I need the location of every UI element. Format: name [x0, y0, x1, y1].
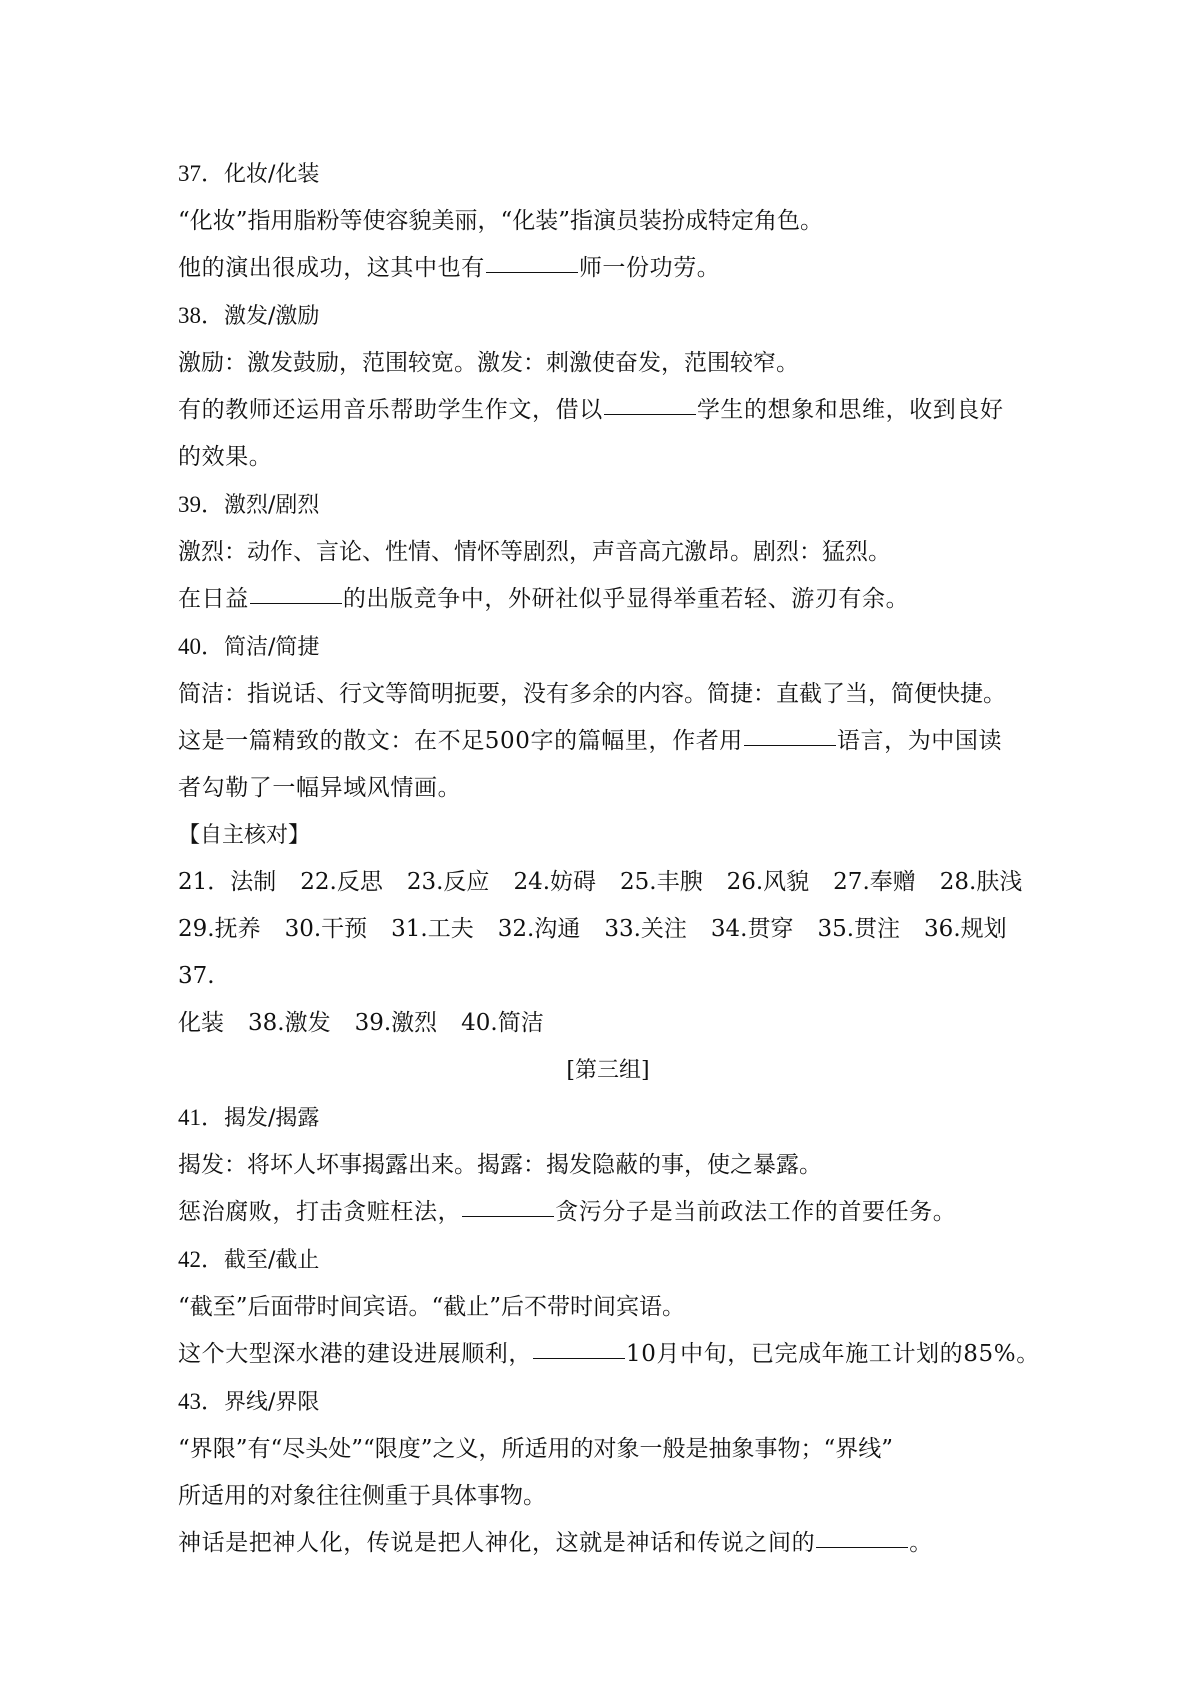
fill-blank: [462, 1215, 554, 1217]
example-sentence-cont: 的效果。: [178, 444, 273, 470]
answer-row: [178, 1000, 1038, 1047]
sentence-text: 语言，为中国读: [836, 728, 1003, 754]
answer-list: [178, 859, 1038, 1047]
item-number: 39．: [178, 492, 224, 517]
item-heading: [178, 150, 1038, 198]
answer-item: 36.规划: [924, 916, 1007, 942]
sentence-text: 神话是把神人化，传说是把人神化，这就是神话和传说之间的: [178, 1530, 816, 1556]
item-number: 43．: [178, 1389, 224, 1414]
example-sentence: [178, 1520, 1038, 1567]
example-sentence: [178, 576, 1038, 623]
item-explanation: 揭发：将坏人坏事揭露出来。揭露：揭发隐蔽的事，使之暴露。: [178, 1152, 822, 1178]
answer-item: 21．法制: [178, 869, 277, 895]
item-explanation: 激励：激发鼓励，范围较宽。激发：刺激使奋发，范围较窄。: [178, 350, 799, 376]
example-sentence: [178, 718, 1038, 765]
example-sentence: [178, 245, 1038, 292]
sentence-text: 惩治腐败，打击贪赃枉法，: [178, 1199, 462, 1225]
fill-blank: [744, 744, 836, 746]
answer-item: 26.风貌: [726, 869, 810, 895]
item-number: 38．: [178, 303, 224, 328]
item-explanation: 简洁：指说话、行文等简明扼要，没有多余的内容。简捷：直截了当，简便快捷。: [178, 681, 1006, 707]
item-heading: [178, 481, 1038, 529]
item-heading: [178, 1094, 1038, 1142]
answer-item: 化装: [178, 1010, 224, 1036]
item-heading: [178, 1236, 1038, 1284]
example-sentence: [178, 387, 1038, 434]
answer-item: 28.肤浅: [939, 869, 1023, 895]
sentence-text: 贪污分子是当前政法工作的首要任务。: [555, 1199, 957, 1225]
item-explanation: 激烈：动作、言论、性情、情怀等剧烈，声音高亢激昂。剧烈：猛烈。: [178, 539, 891, 565]
fill-blank: [486, 271, 578, 273]
item-title: 激烈/剧烈: [224, 493, 320, 518]
sentence-text: 这是一篇精致的散文：在不足500字的篇幅里，作者用: [178, 728, 743, 754]
answer-row: [178, 859, 1038, 906]
item-heading: [178, 292, 1038, 340]
item-heading: [178, 1378, 1038, 1426]
answer-item: 40.简洁: [461, 1010, 544, 1036]
item-title: 截至/截止: [224, 1248, 320, 1273]
item-number: 42．: [178, 1247, 224, 1272]
fill-blank: [816, 1546, 908, 1548]
sentence-text: 有的教师还运用音乐帮助学生作文，借以: [178, 397, 603, 423]
answer-item: 27.奉赠: [833, 869, 916, 895]
item-number: 40．: [178, 634, 224, 659]
fill-blank: [604, 413, 696, 415]
answer-item: 25.丰腴: [620, 869, 703, 895]
item-title: 界线/界限: [224, 1390, 320, 1415]
answer-item: 23.反应: [406, 869, 490, 895]
answer-item: 34.贯穿: [710, 916, 794, 942]
group-title: [第三组]: [566, 1058, 650, 1083]
answer-item: 24.妨碍: [513, 869, 597, 895]
item-number: 41．: [178, 1105, 224, 1130]
fill-blank: [250, 602, 342, 604]
answer-item: 35.贯注: [817, 916, 901, 942]
item-title: 激发/激励: [224, 304, 320, 329]
answer-row: [178, 906, 1038, 1000]
check-title: 【自主核对】: [178, 823, 311, 848]
answer-item: 22.反思: [300, 869, 383, 895]
sentence-text: 。: [909, 1530, 933, 1556]
answer-item: 29.抚养: [178, 916, 261, 942]
item-title: 化妆/化装: [224, 162, 320, 187]
answer-item: 33.关注: [604, 916, 687, 942]
answer-item: 30.干预: [284, 916, 368, 942]
sentence-text: 的出版竞争中，外研社似乎显得举重若轻、游刃有余。: [342, 586, 910, 612]
sentence-text: 师一份功劳。: [578, 255, 721, 281]
example-sentence-cont: 者勾勒了一幅异域风情画。: [178, 775, 462, 801]
answer-item: 38.激发: [248, 1010, 331, 1036]
answer-item: 37.: [178, 963, 215, 989]
item-explanation: “化妆”指用脂粉等使容貌美丽，“化装”指演员装扮成特定角色。: [178, 208, 824, 234]
sentence-text: 学生的想象和思维，收到良好: [696, 397, 1004, 423]
item-number: 37．: [178, 161, 224, 186]
item-explanation: “截至”后面带时间宾语。“截止”后不带时间宾语。: [178, 1294, 686, 1320]
answer-item: 31.工夫: [391, 916, 474, 942]
answer-item: 39.激烈: [354, 1010, 438, 1036]
sentence-text: 他的演出很成功，这其中也有: [178, 255, 485, 281]
fill-blank: [533, 1357, 625, 1359]
example-sentence: [178, 1189, 1038, 1236]
item-heading: [178, 623, 1038, 671]
item-explanation: “界限”有“尽头处”“限度”之义，所适用的对象一般是抽象事物；“界线”: [178, 1436, 894, 1462]
example-sentence: [178, 1331, 1038, 1378]
item-title: 简洁/简捷: [224, 635, 320, 660]
sentence-text: 10月中旬，已完成年施工计划的85%。: [626, 1341, 1040, 1367]
document-page: [178, 150, 1038, 1567]
item-explanation-cont: 所适用的对象往往侧重于具体事物。: [178, 1483, 546, 1509]
answer-item: 32.沟通: [497, 916, 581, 942]
item-title: 揭发/揭露: [224, 1106, 320, 1131]
sentence-text: 这个大型深水港的建设进展顺利，: [178, 1341, 532, 1367]
sentence-text: 在日益: [178, 586, 249, 612]
